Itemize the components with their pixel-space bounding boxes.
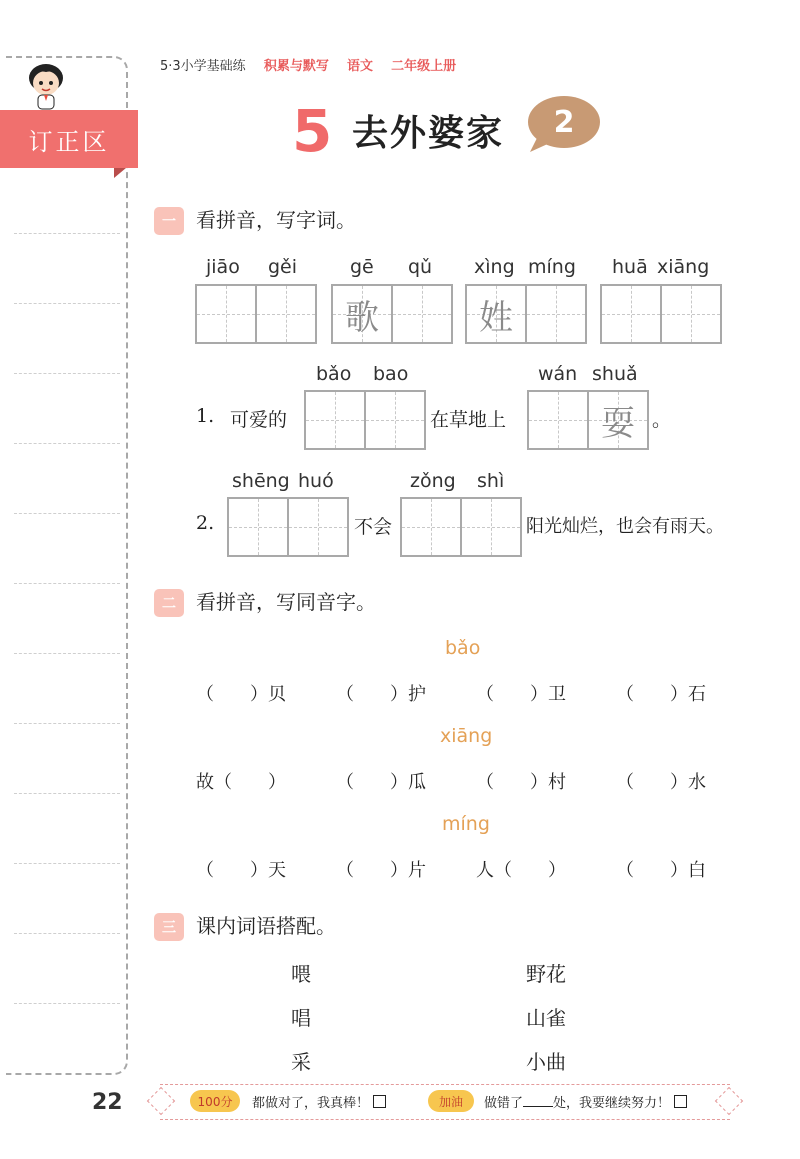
grid-cell[interactable] [306, 392, 364, 448]
ruled-line [14, 513, 120, 514]
lesson-number: 5 [292, 97, 333, 165]
fill-blank-item[interactable]: （ ）护 [336, 684, 426, 705]
ruled-line [14, 583, 120, 584]
match-left-word[interactable]: 喂 [291, 962, 311, 986]
fill-row [196, 680, 716, 710]
section-3-title: 课内词语搭配。 [196, 914, 336, 938]
fill-blank-item[interactable]: （ ）片 [336, 860, 426, 881]
ruled-line [14, 793, 120, 794]
grid-cell[interactable] [525, 286, 585, 342]
correction-tab [0, 110, 138, 168]
lesson-part-badge [524, 92, 604, 156]
checkbox[interactable] [373, 1095, 386, 1108]
section-3-number: 三 [154, 913, 184, 941]
writing-grid[interactable] [227, 497, 349, 557]
book-brand: 5·3小学基础练 [160, 59, 246, 74]
section-1-title: 看拼音，写字词。 [196, 208, 356, 232]
checkbox[interactable] [674, 1095, 687, 1108]
fill-blank-item[interactable]: （ ）瓜 [336, 772, 426, 793]
correction-tab-label: 订正区 [28, 127, 110, 156]
grid-cell[interactable] [255, 286, 315, 342]
pinyin: míng [528, 256, 576, 278]
ruled-line [14, 373, 120, 374]
pinyin: wán [538, 363, 578, 385]
grid-cell[interactable]: 歌 [333, 286, 391, 342]
pinyin: shì [477, 470, 505, 492]
pinyin: shuǎ [592, 363, 638, 385]
ruled-line [14, 233, 120, 234]
pinyin: gěi [268, 256, 298, 278]
pinyin: jiāo [206, 256, 240, 278]
pinyin: shēng [232, 470, 290, 492]
mistake-count-blank[interactable] [523, 1106, 553, 1107]
grid-cell[interactable] [364, 392, 424, 448]
book-grade: 二年级上册 [391, 59, 457, 74]
match-right-word[interactable]: 小曲 [526, 1050, 566, 1074]
ruled-line [14, 723, 120, 724]
writing-grid[interactable] [600, 284, 722, 344]
pinyin: huā [612, 256, 648, 278]
fill-blank-item[interactable]: 故（ ） [196, 772, 286, 793]
section-1-number: 一 [154, 207, 184, 235]
ruled-line [14, 1003, 120, 1004]
fill-blank-item[interactable]: （ ）贝 [196, 684, 286, 705]
score-tag: 100分 [190, 1090, 240, 1112]
fill-blank-item[interactable]: （ ）石 [616, 684, 706, 705]
pinyin: xiāng [657, 256, 710, 278]
grid-cell[interactable] [660, 286, 720, 342]
self-assessment-bar [160, 1084, 730, 1120]
sentence-index: 2. [196, 512, 215, 534]
grid-cell[interactable]: 耍 [587, 392, 647, 448]
grid-cell[interactable] [602, 286, 660, 342]
match-right-word[interactable]: 野花 [526, 962, 566, 986]
lesson-part-number: 2 [553, 104, 575, 140]
fill-blank-item[interactable]: （ ）村 [476, 772, 566, 793]
grid-cell[interactable] [287, 499, 347, 555]
book-header [160, 55, 456, 74]
fill-blank-item[interactable]: （ ）水 [616, 772, 706, 793]
pinyin: zǒng [410, 470, 456, 492]
writing-grid[interactable] [400, 497, 522, 557]
group-pinyin: xiāng [440, 725, 493, 747]
writing-grid[interactable] [527, 390, 649, 450]
ruled-line [14, 863, 120, 864]
fill-row [196, 768, 716, 798]
group-pinyin: míng [442, 813, 490, 835]
pinyin: bǎo [316, 363, 352, 385]
book-subtitle: 积累与默写 [263, 59, 329, 74]
book-subject: 语文 [346, 59, 373, 74]
lesson-title: 去外婆家 [352, 113, 505, 154]
correction-area [6, 56, 128, 1075]
match-left-word[interactable]: 唱 [291, 1006, 311, 1030]
sentence-text: 可爱的 [230, 409, 288, 431]
mascot-icon [20, 60, 72, 116]
ruled-line [14, 653, 120, 654]
writing-grid[interactable] [331, 284, 453, 344]
section-2-title: 看拼音，写同音字。 [196, 590, 376, 614]
grid-cell[interactable] [460, 499, 520, 555]
grid-cell[interactable]: 姓 [467, 286, 525, 342]
group-pinyin: bǎo [445, 637, 481, 659]
fill-row [196, 856, 716, 886]
pinyin: gē [350, 256, 374, 278]
cheer-tag: 加油 [428, 1090, 474, 1112]
grid-cell[interactable] [229, 499, 287, 555]
sentence-text: 在草地上 [430, 409, 507, 431]
fill-blank-item[interactable]: （ ）白 [616, 860, 706, 881]
self-assessment-text: 做错了 处，我要继续努力！ [484, 1092, 687, 1111]
sentence-text: 。 [652, 409, 672, 431]
ruled-line [14, 443, 120, 444]
pinyin: huó [298, 470, 334, 492]
grid-cell[interactable] [402, 499, 460, 555]
match-right-word[interactable]: 山雀 [526, 1006, 566, 1030]
ruled-line [14, 303, 120, 304]
ruled-line [14, 933, 120, 934]
page-number: 22 [92, 1090, 123, 1115]
sentence-text: 不会 [354, 516, 393, 538]
pinyin: xìng [474, 256, 515, 278]
grid-cell[interactable] [529, 392, 587, 448]
pinyin: bao [373, 363, 409, 385]
self-assessment-text: 都做对了，我真棒！ [252, 1092, 386, 1111]
section-2-number: 二 [154, 589, 184, 617]
writing-grid[interactable] [465, 284, 587, 344]
writing-grid[interactable] [195, 284, 317, 344]
writing-grid[interactable] [304, 390, 426, 450]
pinyin: qǔ [408, 256, 433, 278]
fill-blank-item[interactable]: （ ）天 [196, 860, 286, 881]
sentence-text: 阳光灿烂，也会有雨天。 [526, 516, 724, 537]
match-left-word[interactable]: 采 [291, 1050, 311, 1074]
fill-blank-item[interactable]: （ ）卫 [476, 684, 566, 705]
sentence-index: 1. [196, 405, 215, 427]
fill-blank-item[interactable]: 人（ ） [476, 860, 566, 881]
grid-cell[interactable] [197, 286, 255, 342]
grid-cell[interactable] [391, 286, 451, 342]
